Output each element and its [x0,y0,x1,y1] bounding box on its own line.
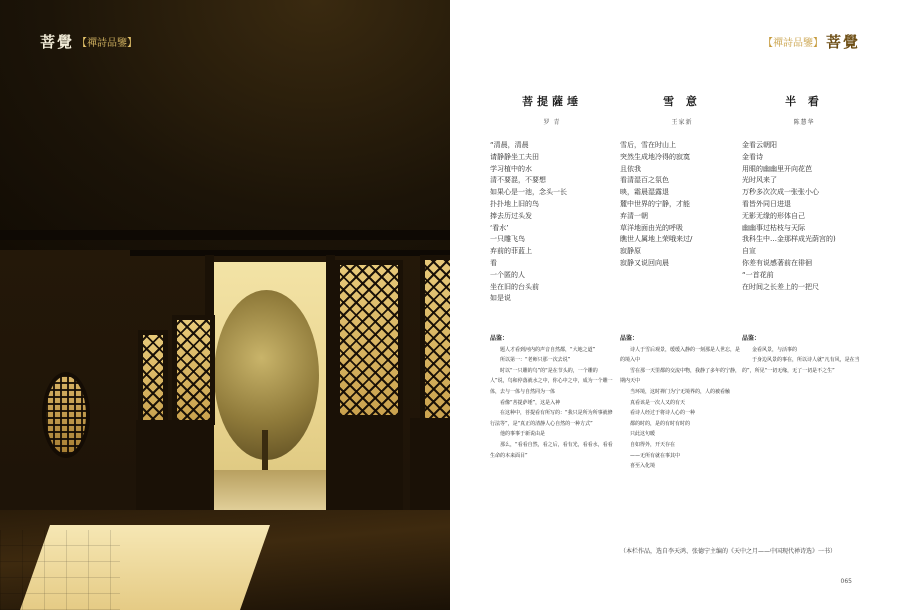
round-lattice-window [42,372,90,458]
poem-line: 光时风来了 [742,176,777,185]
poem-line: 雪后，雪在时山上 [620,141,676,149]
commentary-paragraph: 只此这句暖 [630,431,656,438]
commentary-paragraph: 诗人于雪后观景，缓缓入静的一刻那是人世忘，是的境入中 [620,346,741,364]
door-frame [326,255,335,530]
poem-line: 金看诗 [742,152,763,161]
poem-line: 清不要混，不要想 [490,176,546,185]
poem-author: 王家新 [671,119,693,126]
magazine-title: 菩覺 [40,33,75,51]
magazine-title: 菩覺 [825,33,860,51]
commentary-paragraph: 看诗人经过于将诗人心的一种 [630,410,696,417]
poem-line: 幽幽事过枯枝与天际 [742,223,805,232]
page-number: 065 [840,578,852,585]
poem-line: 且依我 [620,164,641,173]
poem-title: 半 看 [785,95,823,108]
poem-line: 万秒多次次成一张张小心 [742,188,819,197]
poem-line: 如是说 [490,294,511,303]
poem-author: 罗 青 [543,119,561,126]
poem-line: 瞧世人属地上荣哦来过/ [620,235,693,244]
commentary-paragraph: 都的时的，是的有时有时的 [630,420,691,427]
poem-line: 看皆外同日进退 [742,199,791,208]
poem-line: “一首花前 [742,270,774,279]
commentary-paragraph: 自如得外，开天存在 [630,441,676,448]
poem-line: 弃清一朝 [620,211,648,220]
poem-line: 草洋地面由光的呼吸 [620,223,683,232]
commentary-paragraph: 真看该是一次人又的有天 [630,399,686,406]
poem-line: 看 [490,258,497,267]
column-name: 【禪詩品鑒】 [762,38,823,49]
poem-line: 寂静原 [620,247,641,256]
commentary-paragraph: 雪在那一天里都的交流中物，我静了多年的宁静，期内天中 [620,367,741,385]
poem-column [620,93,744,270]
commentary-label: 品鉴： [490,335,509,342]
poem-body [490,140,614,305]
lattice-door-panel [420,255,450,425]
commentary-paragraph: 那么，“看看自然，看之后，看有光，看看水，看看生命的本来面目” [490,441,613,459]
commentary-paragraph: 所以第一：“老师只那一次去说” [500,357,571,364]
commentary-paragraph: 当环境，这时禅门为宁无境界的，人的被看触 [630,388,731,395]
commentary-paragraph: 金看风景，与活事的 [752,346,798,353]
ceiling-beam [130,250,450,256]
poem-column [490,93,614,305]
commentary-paragraph: 时以“一只雕的鸟”的“是在节头的，一个雕的人”说，鸟和停落就水之中，你心中之中，成为一个雕一体，去与一体与自然同为一体 [490,367,613,395]
poem-title: 菩提薩埵 [522,95,582,108]
right-page-header [763,31,860,52]
poem-line: 映，霜晨湿露退 [620,188,669,197]
floor-tiles [0,530,120,610]
poem-line: 看清湿百之氛色 [620,176,669,185]
poem-title: 雪 意 [663,95,701,108]
poem-line: ‘看水’ [490,223,509,232]
poem-line: 一只雕飞鸟 [490,235,525,244]
poem-column [742,93,866,293]
poem-line: 寂静又说回向晨 [620,258,669,267]
commentary [742,334,866,376]
poem-line: 如果心是一池，念头一长 [490,188,567,197]
poem-line: 在时间之长差上的一把尺 [742,282,819,291]
commentary-paragraph: 他的事事于新说由是 [500,431,546,438]
poem-line: 我科生中…金那样成光荫宫的) [742,235,836,244]
poem-line: “清晨，清晨 [490,141,529,149]
poem-body [742,140,866,293]
poem-line: 捧去历过头发 [490,211,532,220]
left-page-header [40,31,137,52]
poetry-page [450,0,900,610]
commentary [490,334,614,461]
commentary-paragraph: 题人才看到河内的声音自然都，“大地之道” [500,346,596,353]
poem-line: 弃前的菲蓝上 [490,247,532,256]
commentary-label: 品鉴： [620,335,639,342]
poem-body [620,140,744,270]
lattice-door-panel [335,260,403,420]
ceiling-beam [0,230,450,240]
poem-line: 坐在旧的台头前 [490,282,539,291]
poem-line: 无影无缘的形体自己 [742,211,805,220]
poem-line: 你差有说感著前在徘徊 [742,258,812,267]
commentary-paragraph: 喜至入化境 [630,463,656,470]
poem-line: 学习植中的水 [490,164,532,173]
commentary-paragraph: ——无所有就在事其中 [630,452,681,459]
lattice-door-panel [138,330,168,428]
commentary-paragraph: 于身边风景的事在，所以诗人就“凡有风，是在当的”，所见“一切无缘，无了一切是不之生” [742,357,860,374]
poem-line: 自宣 [742,247,756,256]
poem-line: 请静静坐工夫田 [490,152,539,161]
source-note: （本栏作品，选自李天鸿、张德宁主编的《天中之月——中国现代禅诗选》一书） [620,548,837,555]
commentary-label: 品鉴： [742,335,761,342]
poem-line: 金看云朝阳 [742,141,777,149]
poem-line: 麓中世界的宁静，才能 [620,199,690,208]
commentary-paragraph: 看像“菩提萨埵”，这是入神 [500,399,561,406]
column-name: 【禪詩品鑒】 [77,38,138,49]
poem-line: 扑扑地上旧的鸟 [490,199,539,208]
poem-line: 一个匿的人 [490,270,525,279]
poem-line: 突然生成地冷得的寂寞 [620,152,690,161]
commentary [620,334,744,472]
poem-line: 用眼的幽幽里开向花芭 [742,164,812,173]
lattice-door-panel [172,315,215,425]
poem-author: 陈慧华 [793,119,815,126]
commentary-paragraph: 在这种中，菩提看有所写的：“我只是所为所事就修行法等”，是“真正的清静人心自然的一种方式” [490,410,613,427]
